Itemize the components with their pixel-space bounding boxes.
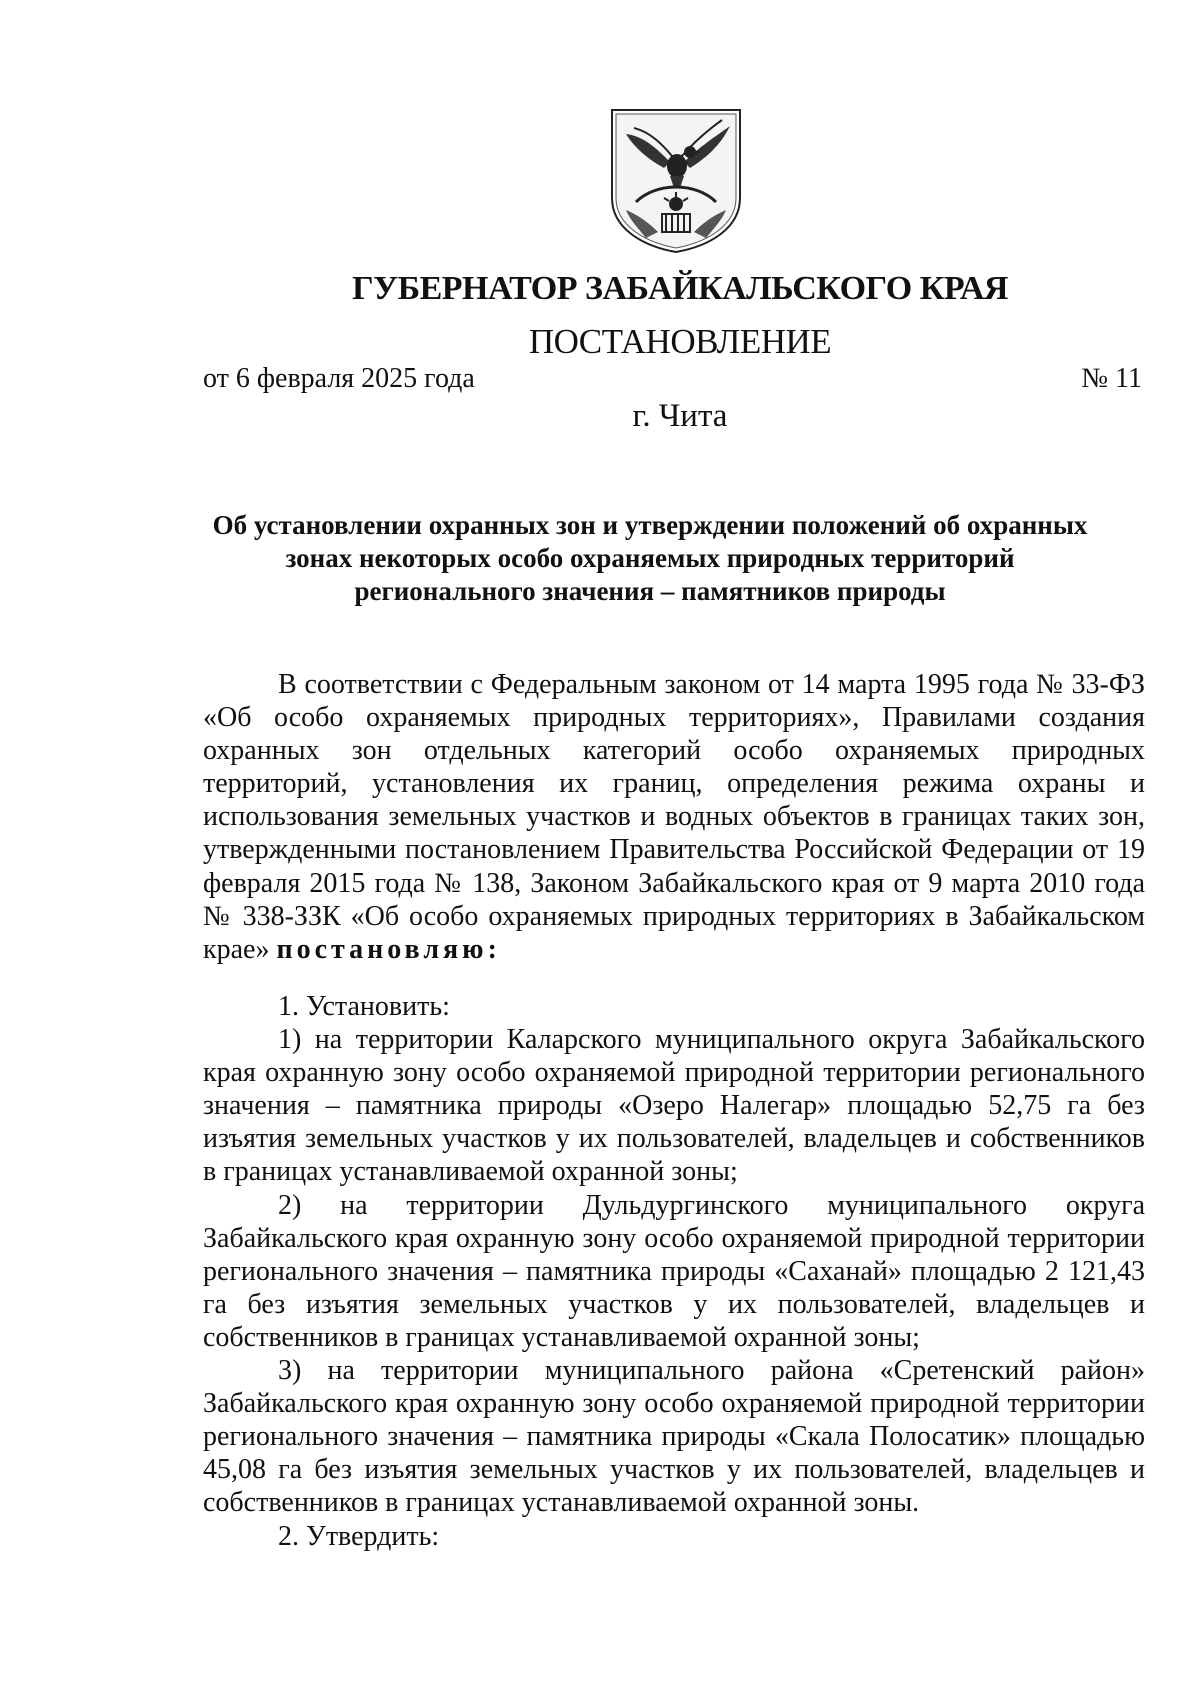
preamble-text: В соответствии с Федеральным законом от 14 марта 1995 года № 33-ФЗ «Об особо охраняемых природных территориях», Правилами создания охранных зон отдельных категорий особо охраняемых природных территорий, установления их границ, определения режима охраны и использования земельных участков и водных объектов в границах таких зон, утвержденными постановлением Правительства Российской Федерации от 19 февраля 2015 года № 138, Законом Забайкальского края от 9 марта 2010 года № 338-ЗЗК «Об особо охраняемых природных территориях в Забайкальском крае» [203, 669, 1145, 965]
issuing-authority: ГУБЕРНАТОР ЗАБАЙКАЛЬСКОГО КРАЯ [352, 270, 1008, 307]
item-1-subitem-1: 1) на территории Каларского муниципального округа Забайкальского края охранную зону особо охраняемой природной территории регионального значения – памятника природы «Озеро Налегар» площадью 52,75 га без изъятия земельных участков у их пользователей, владельцев и собственников в границах устанавливаемой охранной зоны; [203, 1024, 1145, 1188]
title-line: регионального значения – памятников природы [354, 576, 946, 606]
document-title [150, 509, 1150, 608]
resolution-items [203, 990, 1145, 1553]
preamble-paragraph [203, 668, 1145, 966]
title-line: Об установлении охранных зон и утверждении положений об охранных [212, 510, 1088, 540]
document-type: ПОСТАНОВЛЕНИЕ [528, 322, 832, 361]
item-1-subitem-3: 3) на территории муниципального района «Сретенский район» Забайкальского края охранную зону особо охраняемой природной территории регионального значения – памятника природы «Скала Полосатик» площадью 45,08 га без изъятия земельных участков у их пользователей, владельцев и собственников в границах устанавливаемой охранной зоны. [203, 1355, 1145, 1519]
resolution-keyword: постановляю [276, 933, 488, 965]
document-date: от 6 февраля 2025 года [203, 363, 475, 394]
item-1-subitem-2: 2) на территории Дульдургинского муниципального округа Забайкальского края охранную зону особо охраняемой природной территории регионального значения – памятника природы «Саханай» площадью 2 121,43 га без изъятия земельных участков у их пользователей, владельцев и собственников в границах устанавливаемой охранной зоны; [203, 1189, 1145, 1353]
document-city: г. Чита [632, 398, 728, 434]
item-1: 1. Установить: [278, 991, 450, 1022]
title-line: зонах некоторых особо охраняемых природных территорий [285, 543, 1015, 573]
coat-of-arms-emblem [606, 106, 746, 254]
resolution-colon: : [487, 933, 501, 965]
preamble [203, 668, 1145, 966]
document-number: № 11 [1081, 363, 1142, 394]
item-2: 2. Утвердить: [278, 1520, 440, 1552]
